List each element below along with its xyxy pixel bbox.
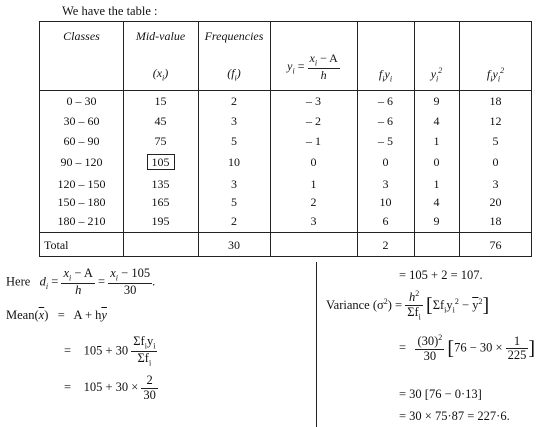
table-cell-fy2: 0 — [492, 155, 499, 169]
column-separator — [316, 262, 317, 427]
table-cell-y: – 2 — [306, 114, 321, 128]
total-fiyi-squared: 76 — [489, 238, 502, 252]
table-cell-y2: 1 — [433, 177, 440, 191]
header-fiyi: $f_iy_i$ — [378, 67, 393, 84]
table-cell-mid: 75 — [154, 134, 167, 148]
mean-line-2: = 105 + 30 $\frac{\Sigma f_iy_i}{\Sigma f_i}$ — [64, 334, 156, 368]
table-cell-fy: – 5 — [378, 134, 393, 148]
header-yi-squared: $y_i^2$ — [430, 66, 443, 84]
total-frequency: 30 — [228, 238, 240, 252]
table-cell-fy: 3 — [382, 177, 389, 191]
mean-result-line: = 105 + 2 = 107. — [399, 268, 483, 282]
table-cell-y: 3 — [310, 214, 317, 228]
header-mid-value: Mid-value — [135, 29, 186, 43]
table-cell-y: 1 — [310, 177, 317, 191]
table-cell-f: 2 — [231, 214, 237, 228]
table-cell-mid: 135 — [151, 177, 170, 191]
total-divider — [40, 232, 531, 233]
table-cell-f: 5 — [231, 134, 237, 148]
table-cell-y: 2 — [310, 195, 317, 209]
table-cell-y: – 3 — [306, 94, 321, 108]
table-cell-fy2: 3 — [492, 177, 499, 191]
table-cell-fy2: 12 — [489, 114, 502, 128]
table-cell-f: 3 — [231, 114, 237, 128]
table-cell-classes: 60 – 90 — [63, 134, 100, 148]
table-cell-mid: 45 — [154, 114, 167, 128]
total-fiyi: 2 — [382, 238, 389, 252]
table-cell-y2: 4 — [433, 195, 440, 209]
table-cell-fy: 0 — [382, 155, 389, 169]
header-frequency-symbol: $(f_i)$ — [227, 66, 241, 83]
mean-line-3: = 105 + 30 × $\frac{2}{30}$ — [64, 373, 156, 402]
table-cell-fy: 6 — [382, 214, 389, 228]
table-cell-fy: 10 — [379, 195, 392, 209]
table-cell-mid: 165 — [151, 195, 170, 209]
table-cell-classes: 0 – 30 — [66, 94, 97, 108]
table-cell-fy2: 18 — [489, 214, 502, 228]
here-line: Here $d_i$ = $\frac{x_i - A}{h}$ = $\frac{x_i - 105}{30}$ . — [6, 266, 156, 298]
mean-line: $Mean(\overline{x}) = A + h\overline{y}$ — [6, 308, 107, 322]
header-divider — [40, 90, 531, 91]
variance-line-3: = 30 [76 − 0·13] — [399, 387, 482, 401]
table-cell-f: 2 — [231, 94, 237, 108]
table-cell-classes: 180 – 210 — [57, 214, 106, 228]
table-cell-f: 5 — [231, 195, 237, 209]
table-cell-fy2: 5 — [492, 134, 499, 148]
table-cell-fy: – 6 — [378, 114, 393, 128]
frequency-table — [39, 21, 532, 257]
table-cell-mid: 15 — [154, 94, 167, 108]
table-cell-classes: 150 – 180 — [57, 195, 106, 209]
variance-line-2: = $\frac{(30)^2}{30}$ [76 − 30 × $\frac{1}{225}$ ] — [399, 333, 536, 363]
table-cell-y2: 9 — [433, 214, 440, 228]
table-cell-classes: 30 – 60 — [63, 114, 100, 128]
table-cell-classes: 90 – 120 — [60, 155, 103, 169]
table-cell-mid: 105 — [123, 155, 198, 170]
table-cell-mid: 195 — [151, 214, 170, 228]
variance-line-4: = 30 × 75·87 = 227·6. — [399, 409, 510, 423]
table-cell-fy2: 18 — [489, 94, 502, 108]
table-cell-y2: 1 — [433, 134, 440, 148]
header-fiyi-squared: $f_iy_i^2$ — [486, 66, 505, 84]
header-yi-formula: $y_i$ = $\frac{x_i - A}{h}$ — [287, 51, 338, 83]
table-cell-f: 10 — [228, 155, 240, 169]
table-cell-y2: 9 — [433, 94, 440, 108]
table-cell-y2: 4 — [433, 114, 440, 128]
intro-text: We have the table : — [62, 4, 158, 18]
table-cell-classes: 120 – 150 — [57, 177, 106, 191]
table-cell-fy2: 20 — [489, 195, 502, 209]
total-label: Total — [44, 238, 69, 252]
table-cell-y2: 0 — [433, 155, 440, 169]
table-cell-y: 0 — [310, 155, 317, 169]
table-cell-f: 3 — [231, 177, 237, 191]
table-cell-y: – 1 — [306, 134, 321, 148]
header-classes: Classes — [63, 29, 100, 43]
header-mid-value-symbol: $(x_i)$ — [152, 66, 169, 83]
variance-line: Variance $(\sigma^2)$ = $\frac{h^2}{\Sigma f_i}$ $[\Sigma f_iy_i^2 - \overline{y}^2]$ — [326, 289, 490, 322]
header-frequencies: Frequencies — [204, 29, 264, 43]
table-cell-fy: – 6 — [378, 94, 393, 108]
